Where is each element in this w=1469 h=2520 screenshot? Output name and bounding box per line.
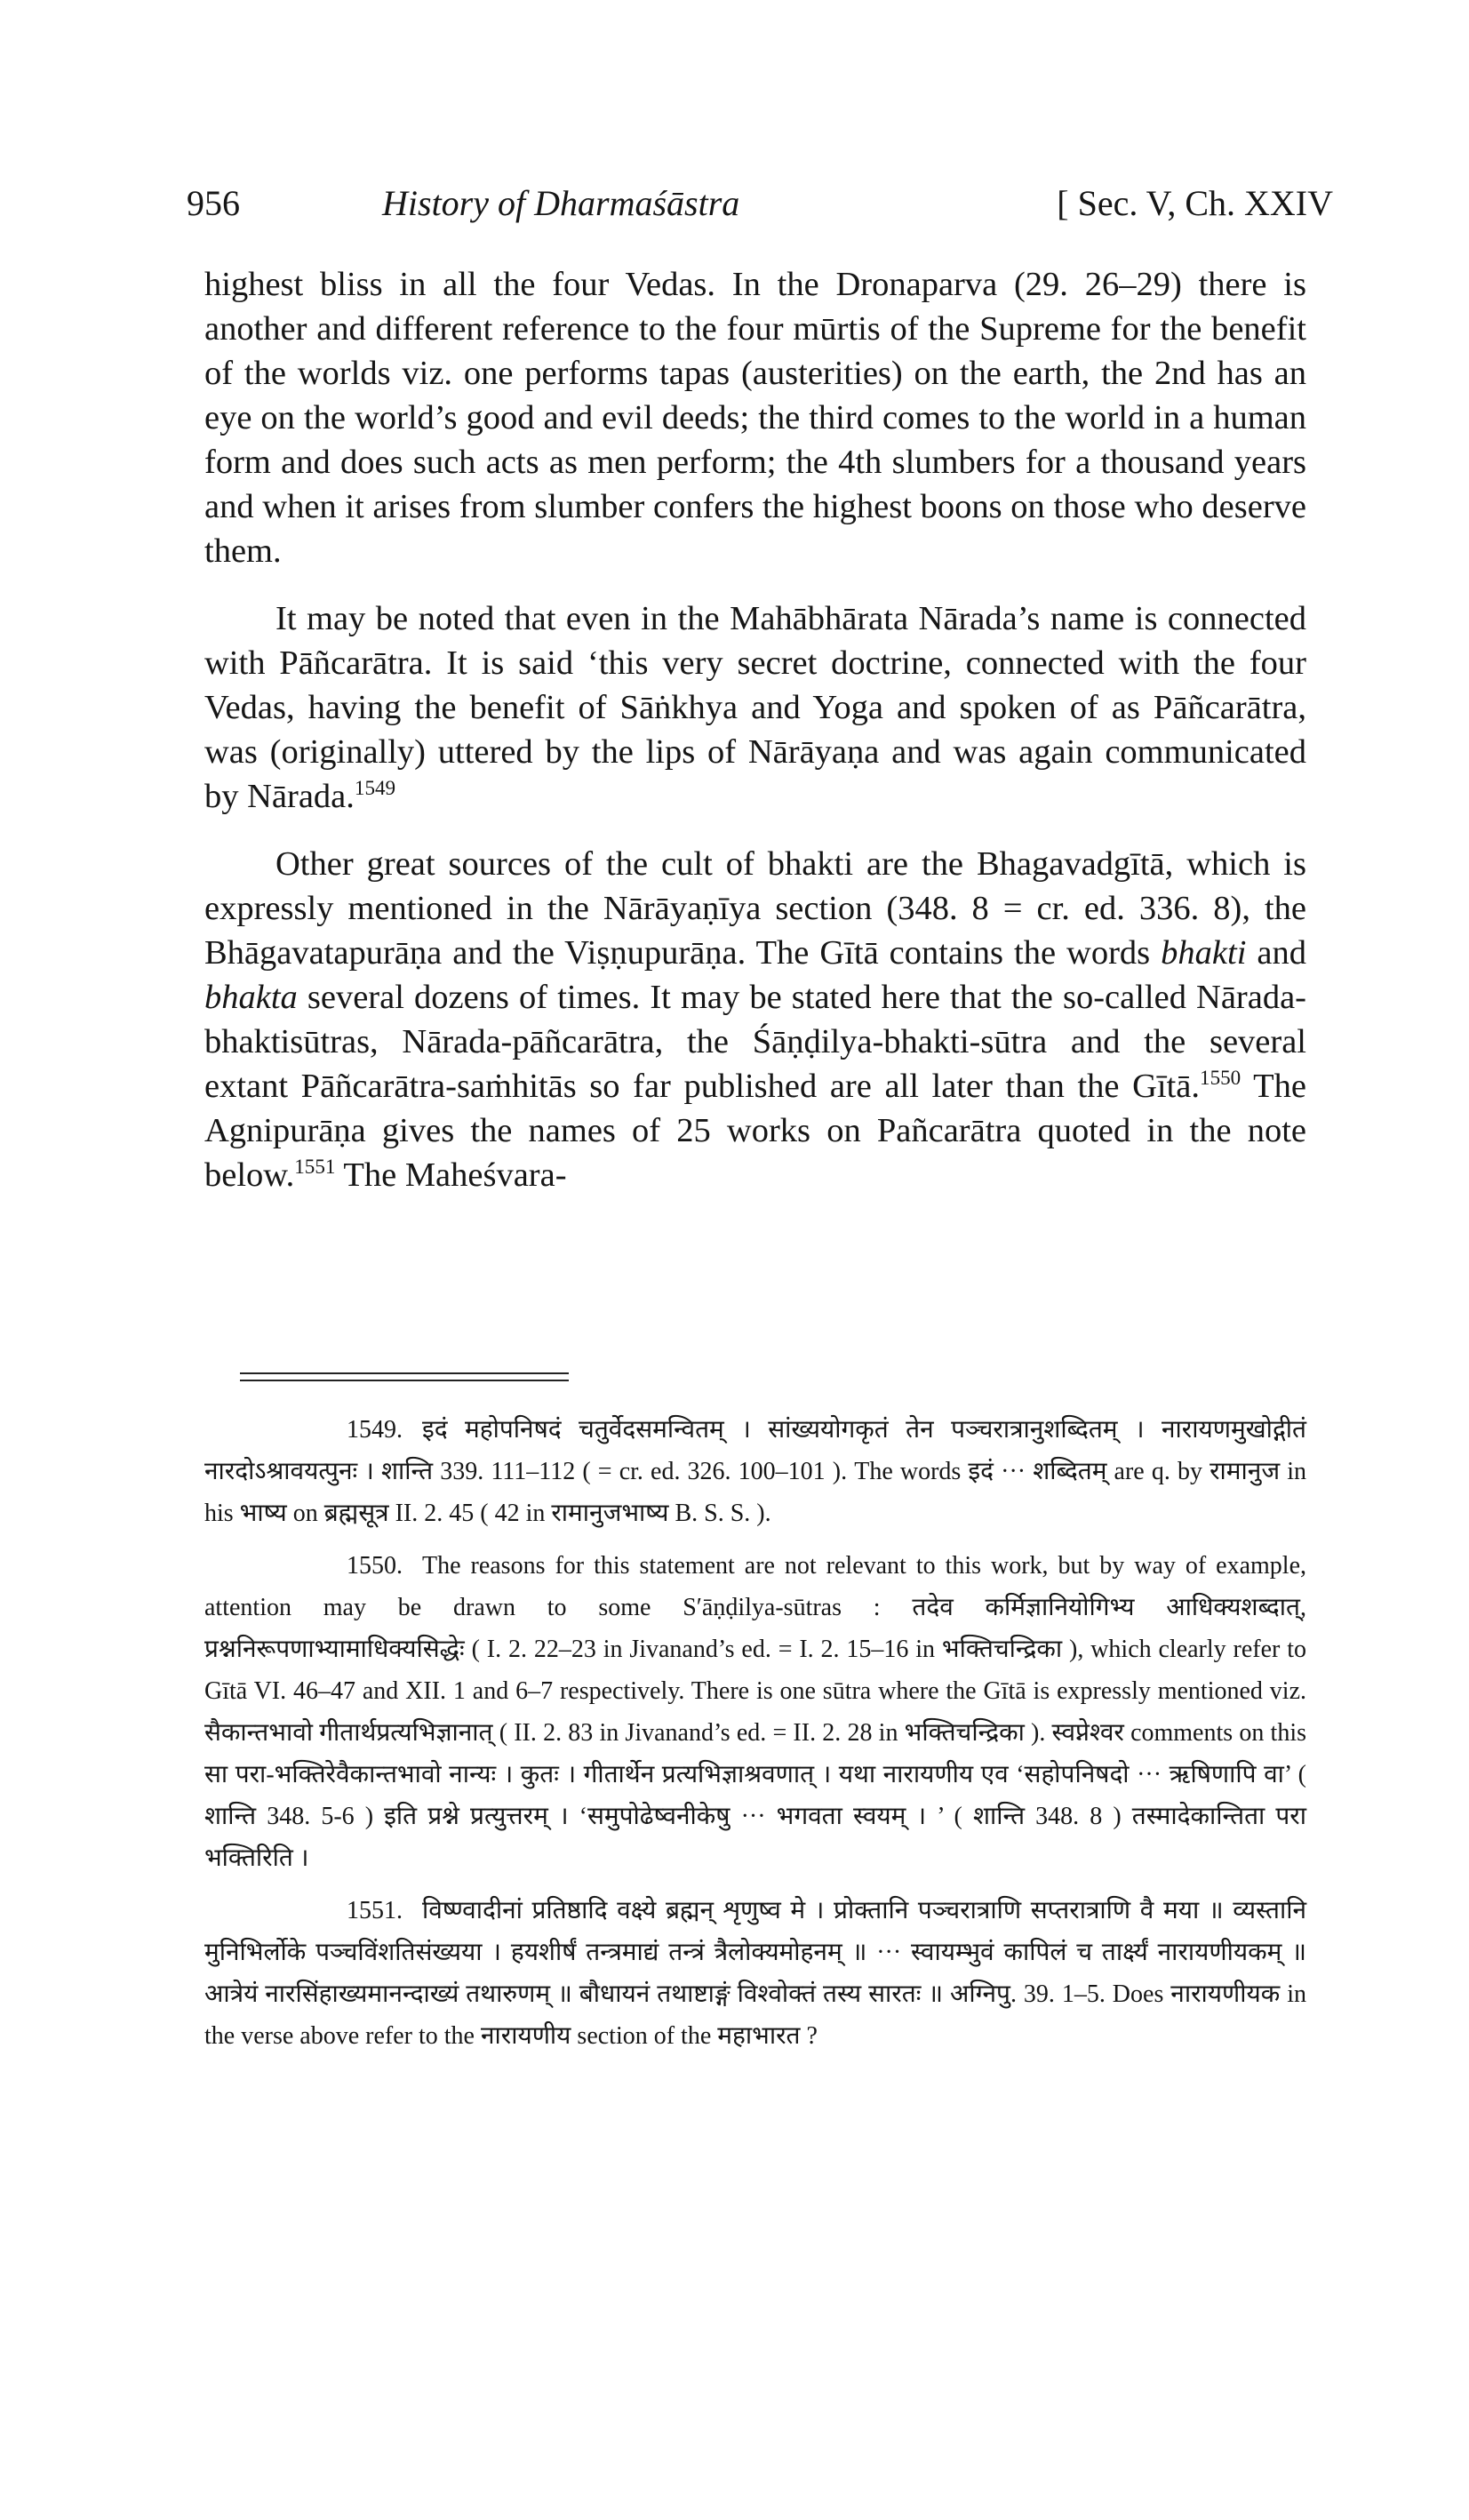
section-label: [ Sec. V, Ch. XXIV: [1057, 183, 1333, 223]
footnote-1550: [204, 1545, 1306, 1879]
footnote-text: विष्ण्वादीनां प्रतिष्ठादि वक्ष्ये ब्रह्मन् शृणुष्व मे । प्रोक्तानि पञ्चरात्राणि सप्तरात्राणि वै मया ॥ व्यस्तानि मुनिभिर्लोके पञ्चविंशतिसंख्यया । हयशीर्षं तन्त्रमाद्यं तन्त्रं त्रैलोक्यमोहनम् ॥ ··· स्वायम्भुवं कापिलं च तार्क्ष्यं नारायणीयकम् ॥ आत्रेयं नारसिंहाख्यमानन्दाख्यं तथारुणम् ॥ बौधायनं तथाष्टाङ्गं विश्वोक्तं तस्य सारतः ॥ अग्निपु. 39. 1–5. Does नारायणीयक in the verse above refer to the नारायणीय section of the महाभारत ?: [204, 1897, 1306, 2050]
footnote-1549: [204, 1409, 1306, 1534]
separator-line-bottom: [240, 1380, 569, 1381]
paragraph-3-and: and: [1246, 934, 1306, 972]
footnote-text: The reasons for this statement are not relevant to this work, but by way of example, attention may be drawn to some S′āṇḍilya-sūtras : तदेव कर्मिज्ञानियोगिभ्य आधिक्यशब्दात्, प्रश्ननिरूपणाभ्यामाधिक्यसिद्धेः ( I. 2. 22–23 in Jivanand’s ed. = I. 2. 15–16 in भक्तिचन्द्रिका ), which clearly refer to Gītā VI. 46–47 and XII. 1 and 6–7 respectively. There is one sūtra where the Gītā is expressly mentioned viz. सैकान्तभावो गीतार्थप्रत्यभिज्ञानात् ( II. 2. 83 in Jivanand’s ed. = II. 2. 28 in भक्तिचन्द्रिका ). स्वप्नेश्वर comments on this सा परा-भक्तिरेवैकान्तभावो नान्यः । कुतः । गीतार्थेन प्रत्यभिज्ञाश्रवणात् । यथा नारायणीय एव ‘सहोपनिषदो ··· ऋषिणापि वा’ ( शान्ति 348. 5-6 ) इति प्रश्ने प्रत्युत्तरम् । ‘समुपोढेष्वनीकेषु ··· भगवता स्वयम् । ’ ( शान्ति 348. 8 ) तस्मादेकान्तिता परा भक्तिरिति ।: [204, 1552, 1306, 1872]
footnote-number: 1551.: [347, 1897, 403, 1924]
paragraph-3-part-d: The Maheśvara-: [335, 1156, 567, 1194]
separator-line-top: [240, 1372, 569, 1374]
main-text: [204, 262, 1306, 1220]
paragraph-2: [204, 596, 1306, 819]
paragraph-3-part-b: several dozens of times. It may be stated here that the so-called Nārada-bhaktisūtras, Nārada-pāñcarātra, the Śāṇḍilya-bhakti-sūtra and the several extant Pāñcarātra-saṁhitās so far published are all later than the Gītā.: [204, 979, 1306, 1105]
paragraph-3-part-c: The Agnipurāṇa gives the names of 25 works on Pañcarātra quoted in the note below.: [204, 1068, 1306, 1194]
page-header: [187, 182, 1333, 244]
footnote-ref-1550: 1550: [1200, 1066, 1241, 1090]
footnotes: [204, 1409, 1306, 2068]
footnote-separator: [240, 1372, 569, 1385]
footnote-text: इदं महोपनिषदं चतुर्वेदसमन्वितम् । सांख्ययोगकृतं तेन पञ्चरात्रानुशब्दितम् । नारायणमुखोद्गीतं नारदोऽश्रावयत्पुनः । शान्ति 339. 111–112 ( = cr. ed. 326. 100–101 ). The words इदं ··· शब्दितम् are q. by रामानुज in his भाष्य on ब्रह्मसूत्र II. 2. 45 ( 42 in रामानुजभाष्य B. S. S. ).: [204, 1416, 1306, 1527]
footnote-number: 1550.: [347, 1552, 403, 1580]
paragraph-3: [204, 842, 1306, 1197]
term-bhakta: bhakta: [204, 979, 298, 1016]
term-bhakti: bhakti: [1161, 934, 1247, 972]
footnote-number: 1549.: [347, 1416, 403, 1444]
paragraph-3-part-a: Other great sources of the cult of bhakti are the Bhagavadgītā, which is expressly mentioned in the Nārāyaṇīya section (348. 8 = cr. ed. 336. 8), the Bhāgavatapurāṇa and the Viṣṇupurāṇa. The Gītā contains the words: [204, 845, 1306, 972]
paragraph-2-text: It may be noted that even in the Mahābhārata Nārada’s name is connected with Pāñcarātra. It is said ‘this very secret doctrine, connected with the four Vedas, having the benefit of Sāṅkhya and Yoga and spoken of as Pāñcarātra, was (originally) uttered by the lips of Nārāyaṇa and was again communicated by Nārada.: [204, 600, 1306, 815]
footnote-ref-1551: 1551: [294, 1155, 336, 1179]
running-title: History of Dharmaśāstra: [382, 183, 740, 223]
footnote-ref-1549: 1549: [354, 776, 396, 800]
paragraph-1: highest bliss in all the four Vedas. In the Dronaparva (29. 26–29) there is another and different reference to the four mūrtis of the Supreme for the benefit of the worlds viz. one performs tapas (austerities) on the earth, the 2nd has an eye on the world’s good and evil deeds; the third comes to the world in a human form and does such acts as men perform; the 4th slumbers for a thousand years and when it arises from slumber confers the highest boons on those who deserve them.: [204, 266, 1306, 570]
page-number: 956: [187, 183, 240, 223]
footnote-1551: [204, 1890, 1306, 2057]
